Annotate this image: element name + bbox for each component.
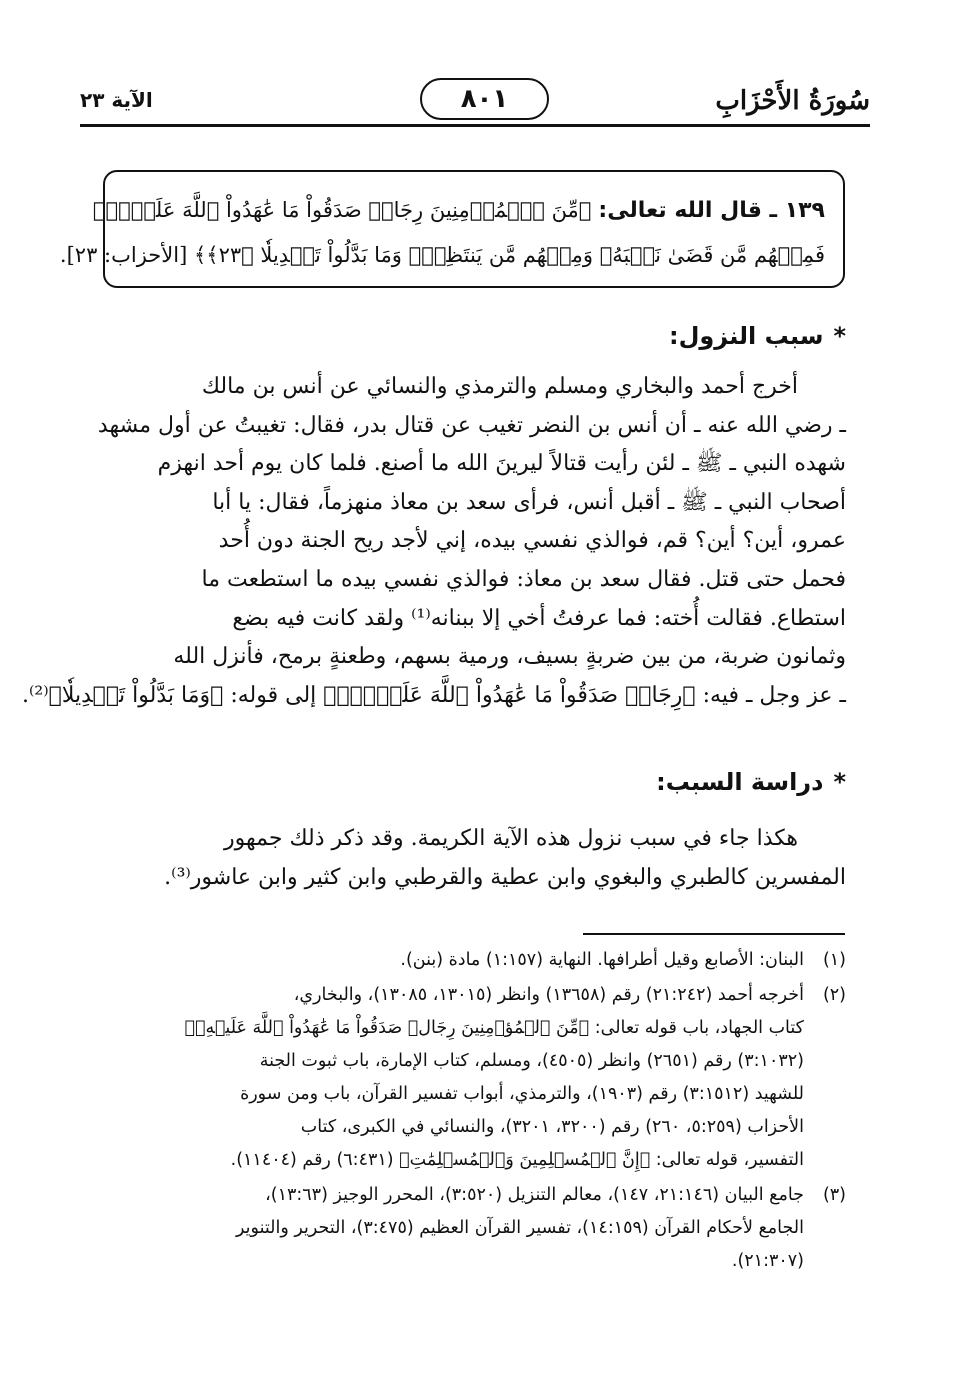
text-line: وثمانون ضربة، من بين ضربةٍ بسيف، ورمية بسهم، وطعنةٍ برمح، فأنزل الله (173, 644, 846, 670)
text-line: أصحاب النبي ـ ﷺ ـ أقبل أنس، فرأى سعد بن معاذ منهزماً، فقال: يا أبا (212, 489, 846, 515)
verse-number-label: ١٣٩ ـ قال الله تعالى: (598, 198, 825, 223)
footnote-2 (100, 979, 846, 1177)
footnote-number: (٢) (822, 985, 846, 1005)
footnote-line: أخرجه أحمد (٢١:٢٤٢) رقم (١٣٦٥٨) وانظر (١٣٠١٥، ١٣٠٨٥)، والبخاري، (293, 985, 804, 1005)
footnote-line: للشهيد (٣:١٥١٢) رقم (١٩٠٣)، والترمذي، أبواب تفسير القرآن، باب ومن سورة (240, 1084, 804, 1104)
verse-line-1 (92, 188, 825, 233)
section-title-revelation-cause (669, 322, 846, 350)
footnote-separator (583, 933, 845, 935)
footnote-line: الأحزاب (٥:٢٥٩، ٢٦٠) رقم (٣٢٠٠، ٣٢٠١)، والنسائي في الكبرى، كتاب (300, 1117, 804, 1137)
star-bullet: * (833, 322, 846, 350)
text-line: أخرج أحمد والبخاري ومسلم والترمذي والنسائي عن أنس بن مالك (201, 374, 798, 399)
footnote-number: (٣) (822, 1185, 846, 1205)
text-line: المفسرين كالطبري والبغوي وابن عطية والقرطبي وابن كثير وابن عاشور⁽³⁾. (164, 864, 846, 890)
text-line: ـ رضي الله عنه ـ أن أنس بن النضر تغيب عن قتال بدر، فقال: تغيبتُ عن أول مشهد (97, 412, 846, 438)
section-title-text: سبب النزول: (668, 322, 824, 350)
star-bullet: * (833, 768, 846, 796)
footnotes (100, 944, 846, 1280)
section-title-cause-study (656, 768, 846, 796)
footnote-number: (١) (822, 950, 846, 970)
text-line: هكذا جاء في سبب نزول هذه الآية الكريمة. وقد ذكر ذلك جمهور (224, 826, 798, 851)
text-line: فحمل حتى قتل. فقال سعد بن معاذ: فوالذي نفسي بيده ما استطعت ما (201, 566, 846, 592)
footnote-line: (٢١:٣٠٧). (731, 1251, 804, 1271)
footnote-line: (٣:١٠٣٢) رقم (٢٦٥١) وانظر (٤٥٠٥)، ومسلم، كتاب الإمارة، باب ثبوت الجنة (259, 1051, 804, 1071)
footnote-line: التفسير، قوله تعالى: ﴿إِنَّ ٱلۡمُسۡلِمِينَ وَٱلۡمُسۡلِمَٰتِ﴾ (٦:٤٣١) رقم (١١٤٠٤). (230, 1150, 804, 1170)
text-line: عمرو، أين؟ أين؟ قم، فوالذي نفسي بيده، إني لأجد ريح الجنة دون أُحد (218, 528, 846, 554)
surah-name: سُورَةُ الأَحْزَابِ (715, 86, 870, 116)
footnote-line: كتاب الجهاد، باب قوله تعالى: ﴿مِّنَ ٱلۡمُؤۡمِنِينَ رِجَالٞ صَدَقُواْ مَا عَٰهَدُواْ ٱللَّهَ عَلَيۡهِۖ﴾ (184, 1018, 804, 1038)
section-body-cause-study (100, 820, 846, 897)
text-line: شهده النبي ـ ﷺ ـ لئن رأيت قتالاً ليرينَ الله ما أصنع. فلما كان يوم أحد انهزم (157, 451, 846, 477)
ayah-label: الآية ٢٣ (80, 88, 153, 112)
footnote-3 (100, 1179, 846, 1278)
footnote-line: الجامع لأحكام القرآن (١٤:١٥٩)، تفسير القرآن العظيم (٣:٤٧٥)، التحرير والتنوير (236, 1218, 804, 1238)
section-title-text: دراسة السبب: (656, 768, 824, 796)
page-number: ٨٠١ (420, 78, 549, 120)
section-body-revelation-cause (22, 368, 846, 715)
verse-text-1: ﴿مِّنَ ٱلۡمُؤۡمِنِينَ رِجَالٞ صَدَقُواْ مَا عَٰهَدُواْ ٱللَّهَ عَلَيۡهِۖ (92, 198, 592, 222)
header-rule (80, 124, 870, 127)
text-line: ـ عز وجل ـ فيه: ﴿رِجَالٞ صَدَقُواْ مَا عَٰهَدُواْ ٱللَّهَ عَلَيۡهِۖ﴾ إلى قوله: ﴿وَمَا بَدَّلُواْ تَبۡدِيلٗا﴾⁽²⁾. (22, 682, 846, 708)
page-header (80, 78, 870, 128)
footnote-line: جامع البيان (٢١:١٤٦، ١٤٧)، معالم التنزيل (٣:٥٢٠)، المحرر الوجيز (١٣:٦٣)، (265, 1185, 804, 1205)
verse-line-2: فَمِنۡهُم مَّن قَضَىٰ نَحۡبَهُۥ وَمِنۡهُم مَّن يَنتَظِرُۖ وَمَا بَدَّلُواْ تَبۡدِيلٗا ﴿٢٣﴾﴾ [الأحزاب: ٢٣]. (59, 243, 825, 267)
footnote-1 (100, 944, 846, 977)
footnote-line: البنان: الأصابع وقيل أطرافها. النهاية (١:١٥٧) مادة (بنن). (400, 950, 804, 970)
verse-box (59, 170, 845, 288)
text-line: استطاع. فقالت أُخته: فما عرفتُ أخي إلا ببنانه⁽¹⁾ ولقد كانت فيه بضع (232, 605, 846, 631)
